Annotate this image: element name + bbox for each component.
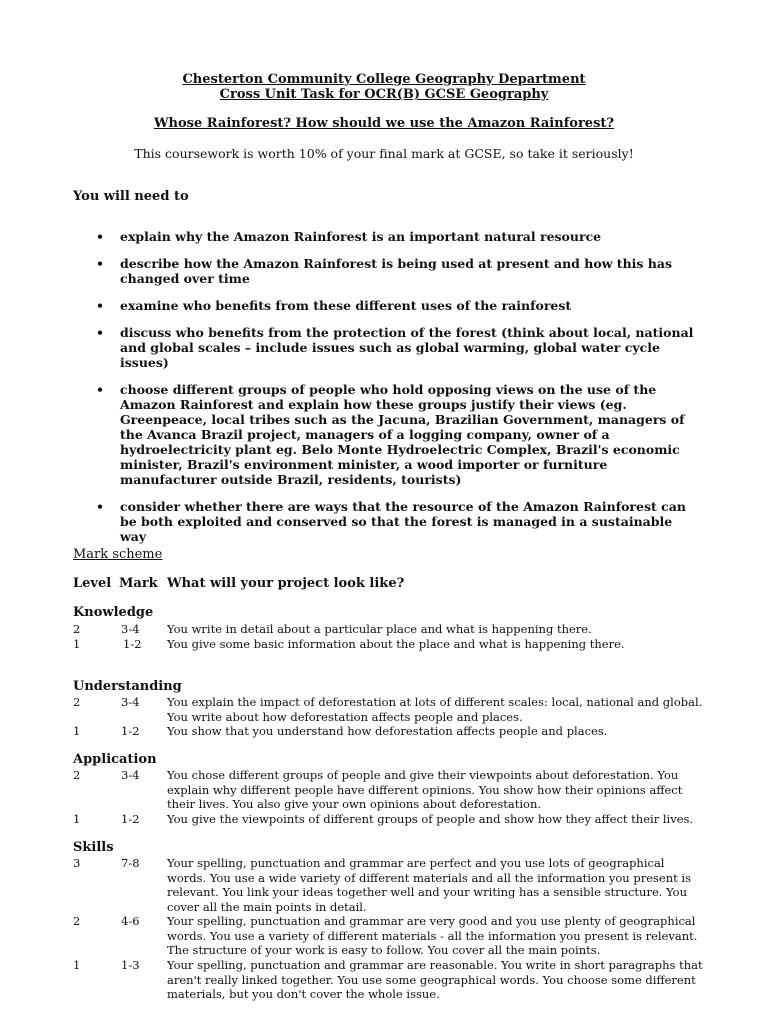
row-mark: 4-6	[121, 914, 140, 928]
section-heading-skills: Skills	[73, 840, 114, 855]
row-level: 2	[73, 768, 81, 782]
level-column-header: Level	[73, 576, 112, 591]
coursework-note: This coursework is worth 10% of your final mark at GCSE, so take it seriously!	[134, 146, 634, 161]
section-heading-application: Application	[73, 752, 157, 767]
row-mark: 1-2	[123, 637, 142, 651]
bullet-item: • discuss who benefits from the protection of the forest (think about local, national and global scales – include issues such as global warming, global water cycle issues)	[96, 325, 696, 370]
row-mark: 7-8	[121, 856, 140, 870]
row-mark: 3-4	[121, 768, 140, 782]
row-description: Your spelling, punctuation and grammar are perfect and you use lots of geographical words. You use a wide variety of different materials and all the information you present is relevant. You link your ideas together well and your writing has a sensible structure. You cover all the main points in detail.	[167, 856, 692, 914]
bullet-item: • explain why the Amazon Rainforest is an important natural resource	[96, 229, 696, 244]
department-title: Chesterton Community College Geography Department	[182, 72, 586, 87]
row-level: 2	[73, 914, 81, 928]
row-level: 1	[73, 958, 81, 972]
need-heading: You will need to	[73, 189, 189, 204]
row-level: 2	[73, 695, 81, 709]
row-mark: 1-3	[121, 958, 140, 972]
row-description: Your spelling, punctuation and grammar are reasonable. You write in short paragraphs that aren't really linked together. You use some geographical words. You choose some different materials, but you don't cover the whole issue.	[167, 958, 703, 1001]
mark-scheme-title: Mark scheme	[73, 547, 163, 562]
row-description: You give some basic information about the place and what is happening there.	[167, 637, 625, 651]
bullet-item: • choose different groups of people who hold opposing views on the use of the Amazon Rainforest and explain how these groups justify their views (eg. Greenpeace, local tribes such as the Jacuna, Brazilian Government, managers of the Avanca Brazil project, managers of a logging company, owner of a hydroelectricity plant eg. Belo Monte Hydroelectric Complex, Brazil's economic minister, Brazil's environment minister, a wood importer or furniture manufacturer outside Brazil, residents, tourists)	[96, 382, 696, 487]
row-level: 3	[73, 856, 81, 870]
row-level: 2	[73, 622, 81, 636]
row-description: Your spelling, punctuation and grammar are very good and you use plenty of geographical words. You use a variety of different materials - all the information you present is relevant. The structure of your work is easy to follow. You cover all the main points.	[167, 914, 698, 957]
section-heading-knowledge: Knowledge	[73, 605, 154, 620]
mark-column-header: Mark	[119, 576, 158, 591]
row-level: 1	[73, 724, 81, 738]
bullet-item: • describe how the Amazon Rainforest is being used at present and how this has changed over time	[96, 256, 696, 286]
document-title	[0, 72, 768, 102]
row-description: You give the viewpoints of different groups of people and show how they affect their lives.	[167, 812, 694, 826]
bullet-item: • examine who benefits from these different uses of the rainforest	[96, 298, 696, 313]
row-description: You explain the impact of deforestation at lots of different scales: local, national and global. You write about how deforestation affects people and places.	[167, 695, 703, 724]
row-level: 1	[73, 637, 81, 651]
section-heading-understanding: Understanding	[73, 679, 182, 694]
row-description: You show that you understand how deforestation affects people and places.	[167, 724, 608, 738]
row-mark: 3-4	[121, 622, 140, 636]
description-column-header: What will your project look like?	[167, 576, 405, 591]
row-description: You chose different groups of people and give their viewpoints about deforestation. You explain why different people have different opinions. You show how their opinions affect their lives. You also give your own opinions about deforestation.	[167, 768, 683, 811]
task-title: Cross Unit Task for OCR(B) GCSE Geography	[219, 87, 549, 102]
question-title: Whose Rainforest? How should we use the Amazon Rainforest?	[153, 116, 615, 131]
row-level: 1	[73, 812, 81, 826]
task-bullet-list	[96, 229, 696, 556]
row-mark: 3-4	[121, 695, 140, 709]
row-description: You write in detail about a particular place and what is happening there.	[167, 622, 592, 636]
row-mark: 1-2	[121, 724, 140, 738]
row-mark: 1-2	[121, 812, 140, 826]
bullet-item: • consider whether there are ways that the resource of the Amazon Rainforest can be both exploited and conserved so that the forest is managed in a sustainable way	[96, 499, 696, 544]
